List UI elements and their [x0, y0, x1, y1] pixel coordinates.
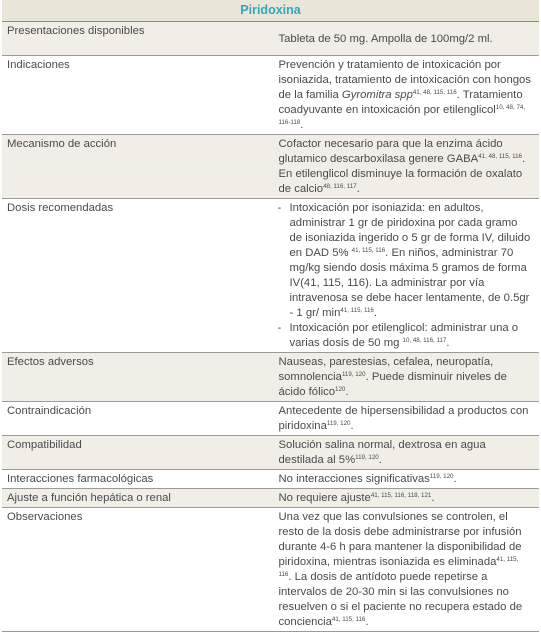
- table-row: [2, 56, 539, 135]
- table-row: [2, 508, 539, 632]
- table-row: [2, 436, 539, 470]
- row-value-observaciones: Una vez que las convulsiones se controlen, el resto de la dosis debe administrarse por infusión durante 4-6 h para mantener la disponibilidad de piridoxina, mientras isoniazida es eliminada$^{41, 115, 116}$. La dosis de antídoto puede repetirse a intervalos de 20-30 min si las convulsiones no resuelven o si el paciente no recupera estado de conciencia$^{41, 115, 116}$.: [271, 508, 540, 632]
- row-value-indicaciones: Prevención y tratamiento de intoxicación por isoniazida, tratamiento de intoxicación con hongos de la familia Gyromitra spp$^{41, 48, 115, 116}$. Tratamiento coadyuvante en intoxicación por etilenglicol$^{10, 48, 74, 116-118}$.: [271, 56, 540, 135]
- row-value-interacciones: No interacciones significativas$^{119, 120}$.: [271, 470, 540, 489]
- table-row: [2, 353, 539, 402]
- row-label-interacciones: Interacciones farmacológicas: [2, 470, 271, 489]
- row-value-dosis: [271, 199, 540, 353]
- table-row: [2, 470, 539, 489]
- row-label-observaciones: Observaciones: [2, 508, 271, 632]
- row-value-compatibilidad: Solución salina normal, dextrosa en agua destilada al 5%$^{119, 120}$.: [271, 436, 540, 470]
- table-row: [2, 135, 539, 199]
- dosis-list: [275, 201, 534, 351]
- row-value-mecanismo: Cofactor necesario para que la enzima ácido glutamico descarboxilasa genere GABA$^{41, 48, 115, 116}$. En etilenglicol disminuye la formación de oxalato de calcio$^{48, 116, 117}$.: [271, 135, 540, 199]
- row-label-indicaciones: Indicaciones: [2, 56, 271, 135]
- row-label-presentaciones: Presentaciones disponibles: [2, 22, 271, 56]
- row-label-compatibilidad: Compatibilidad: [2, 436, 271, 470]
- table-row: [2, 489, 539, 508]
- row-value-ajuste: No requiere ajuste$^{41, 115, 116, 118, 121}$.: [271, 489, 540, 508]
- row-value-presentaciones: Tableta de 50 mg. Ampolla de 100mg/2 ml.: [271, 22, 540, 56]
- row-label-contraindicacion: Contraindicación: [2, 402, 271, 436]
- row-value-contraindicacion: Antecedente de hipersensibilidad a productos con piridoxina$^{119, 120}$.: [271, 402, 540, 436]
- row-label-ajuste: Ajuste a función hepática o renal: [2, 489, 271, 508]
- table-row: [2, 22, 539, 56]
- table-header-row: [2, 0, 539, 22]
- list-item: - Intoxicación por etilenglicol: administrar una o varias dosis de 50 mg $^{10, 48, 116, 117}$.: [275, 321, 534, 351]
- row-value-efectos: Nauseas, parestesias, cefalea, neuropatía, somnolencia$^{119, 120}$. Puede disminuir niveles de ácido fólico$^{120}$.: [271, 353, 540, 402]
- row-label-dosis: Dosis recomendadas: [2, 199, 271, 353]
- table-row: [2, 199, 539, 353]
- drug-info-table: [2, 0, 539, 632]
- row-label-efectos: Efectos adversos: [2, 353, 271, 402]
- table-row: [2, 402, 539, 436]
- list-item: - Intoxicación por isoniazida: en adultos, administrar 1 gr de piridoxina por cada gramo de isoniazida ingerido o 5 gr de forma IV, diluido en DAD 5% $^{41, 115, 116}$. En niños, administrar 70 mg/kg siendo dosis máxima 5 gramos de forma IV(41, 115, 116). La administrar por vía intravenosa se debe hacer lentamente, de 0.5gr - 1 gr/ $\min^{41, 115, 116}$.: [275, 201, 534, 321]
- row-label-mecanismo: Mecanismo de acción: [2, 135, 271, 199]
- table-title: Piridoxina: [2, 0, 539, 22]
